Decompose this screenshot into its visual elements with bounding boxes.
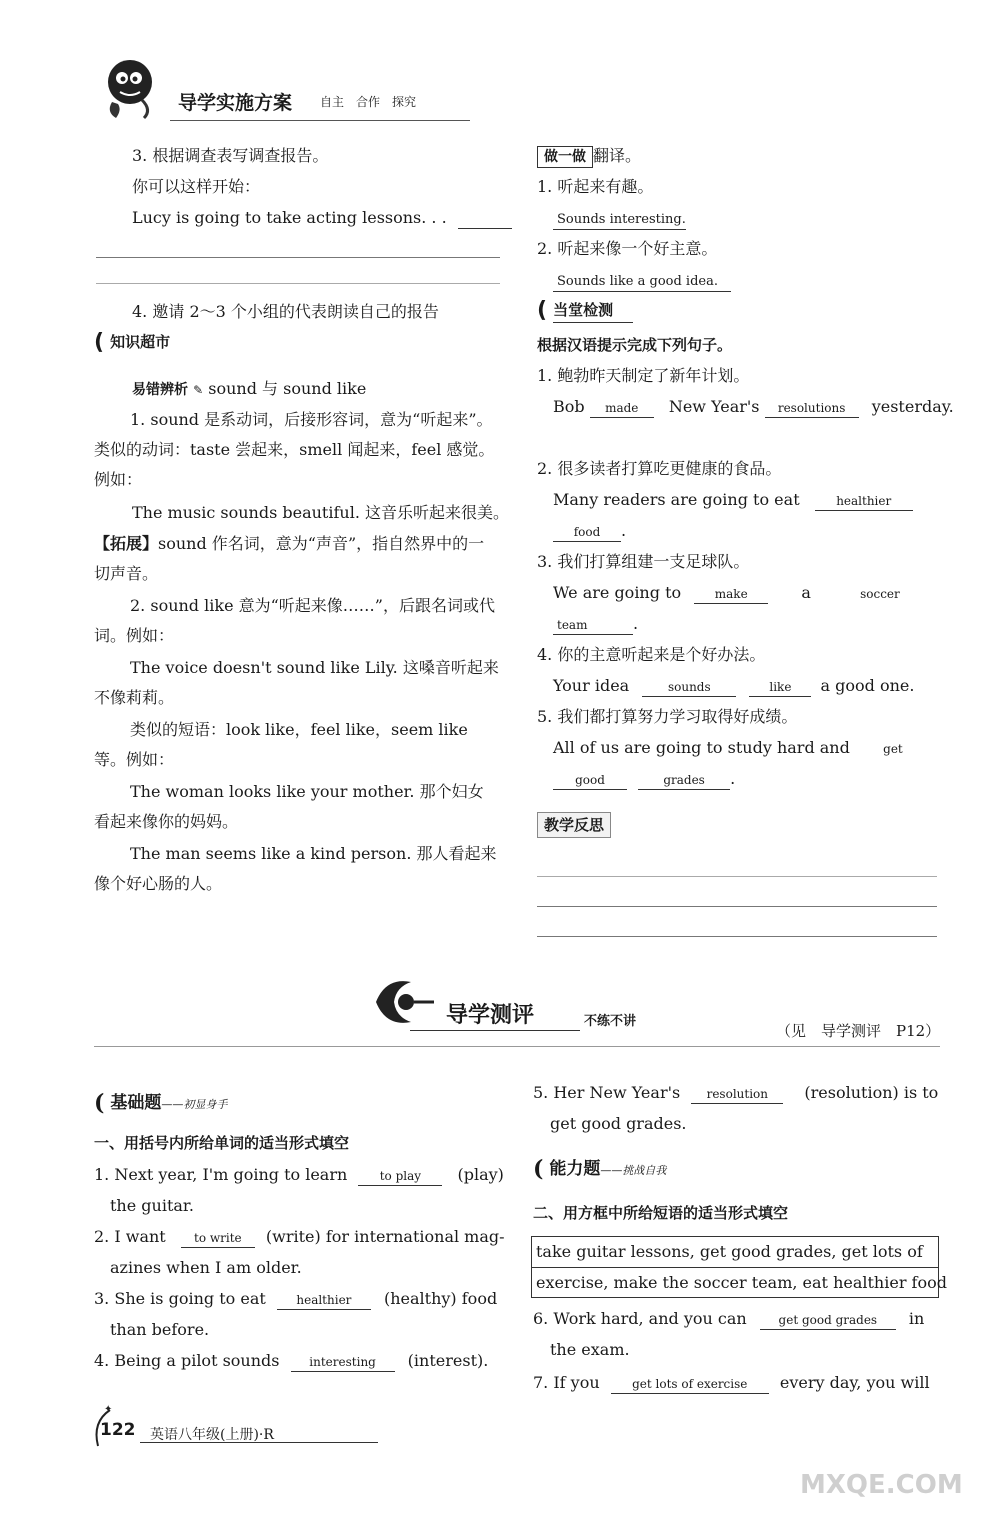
banner-title: 导学测评 — [446, 1003, 535, 1028]
left-example-3: The woman looks like your mother. 那个妇女看起来像你的妈妈。 — [94, 782, 484, 831]
basic-q2-cont: azines when I am older. — [110, 1258, 302, 1277]
right-s1-cn: 1. 鲍勃昨天制定了新年计划。 — [537, 366, 750, 385]
writing-line-1 — [96, 257, 500, 258]
right-doit — [537, 141, 641, 171]
answer-blank: interesting — [291, 1353, 395, 1372]
banner-swirl-icon — [366, 972, 436, 1036]
basic-heading: 一、用括号内所给单词的适当形式填空 — [94, 1134, 350, 1152]
answer-blank: get — [883, 742, 903, 756]
ability-q6-cont: the exam. — [550, 1340, 630, 1359]
right-s5-cn: 5. 我们都打算努力学习取得好成绩。 — [537, 707, 798, 726]
example-sentence: Lucy is going to take acting lessons. . . — [132, 208, 447, 227]
answer-blank: good — [553, 771, 627, 790]
section-knowledge: ( 知识超市 — [94, 330, 171, 355]
answer-blank: healthier — [277, 1291, 371, 1310]
phrase-box-line-1: take guitar lessons, get good grades, get lots of — [532, 1237, 938, 1268]
section-bracket-icon: ( — [94, 1090, 105, 1116]
header-tagline: 自主 合作 探究 — [320, 95, 417, 109]
svg-text:✦: ✦ — [104, 1404, 113, 1415]
answer-blank: food — [553, 523, 621, 542]
section-class-check: ( 当堂检测 — [537, 298, 614, 323]
right-t2-answer — [553, 265, 731, 295]
subsection-confusion — [132, 374, 366, 405]
answer-blank: made — [590, 399, 654, 418]
left-paragraph-2: 2. sound like 意为“听起来像……”，后跟名词或代词。例如： — [94, 596, 495, 645]
answer-blank: resolution — [691, 1085, 783, 1104]
footer-arc-icon — [90, 1402, 140, 1456]
left-example-2: The voice doesn't sound like Lily. 这嗓音听起来不像莉莉。 — [94, 658, 499, 707]
basic-q3: 3. She is going to eat healthier (healthy) food — [94, 1289, 498, 1308]
section-bracket-icon: ( — [533, 1156, 544, 1182]
left-q3: 3. 根据调查表写调查报告。 — [132, 146, 329, 165]
left-paragraph-1: 1. sound 是系动词，后接形容词，意为“听起来”。类似的动词：taste 尝起来，smell 闻起来，feel 感觉。例如： — [94, 410, 495, 489]
basic-q1: 1. Next year, I'm going to learn to play (play) — [94, 1165, 504, 1184]
right-s4-en: Your idea sounds like a good one. — [553, 676, 915, 695]
phrase-box-line-2: exercise, make the soccer team, eat healthier food — [536, 1273, 947, 1292]
extension-label: 【拓展】 — [94, 534, 159, 553]
banner-subtitle: 不练不讲 — [584, 1014, 637, 1029]
answer-blank: to write — [181, 1229, 255, 1248]
pencil-icon: ✎ — [193, 383, 204, 397]
right-instruction: 根据汉语提示完成下列句子。 — [537, 336, 733, 354]
header-rule — [170, 120, 470, 121]
book-title: 英语八年级(上册)·R — [150, 1427, 274, 1443]
right-s3-cn: 3. 我们打算组建一支足球队。 — [537, 552, 750, 571]
header-title: 导学实施方案 — [178, 92, 293, 114]
right-s1-en: Bob made New Year's resolutions yesterday. — [553, 397, 954, 416]
reflection-line-3 — [537, 936, 937, 937]
basic-q2: 2. I want to write (write) for international mag- — [94, 1227, 505, 1246]
answer-blank: make — [694, 585, 768, 604]
ability-label: ( 能力题——挑战自我 — [533, 1156, 667, 1182]
ability-q6: 6. Work hard, and you can get good grades in — [533, 1309, 925, 1328]
basic-q5-cont: get good grades. — [550, 1114, 687, 1133]
writing-line-2 — [96, 283, 500, 284]
answer-blank: healthier — [815, 492, 913, 511]
right-t2: 2. 听起来像一个好主意。 — [537, 239, 718, 258]
right-s5-en-cont: good grades . — [553, 764, 735, 794]
reflection-label: 教学反思 — [537, 812, 611, 838]
banner-bottom-rule — [94, 1046, 940, 1047]
answer-blank: grades — [638, 771, 730, 790]
reflection-line-1 — [537, 876, 937, 877]
basic-q1-cont: the guitar. — [110, 1196, 194, 1215]
left-paragraph-3: 类似的短语：look like，feel like，seem like 等。例如： — [94, 720, 468, 769]
left-q3-start: 你可以这样开始： — [132, 177, 261, 196]
right-s2-en: Many readers are going to eat healthier — [553, 485, 913, 515]
right-t1-answer — [553, 203, 686, 233]
left-extension — [94, 529, 499, 589]
footer-rule — [140, 1442, 378, 1443]
reflection-line-2 — [537, 906, 937, 907]
answer-blank: team — [553, 616, 633, 635]
blank-line — [458, 210, 512, 229]
phrase-box — [531, 1236, 947, 1298]
banner-reference: （见 导学测评 P12） — [776, 1022, 941, 1040]
answer-blank: get good grades — [760, 1311, 896, 1330]
doit-instruction: 翻译。 — [593, 146, 642, 165]
subsection-topic: sound 与 sound like — [208, 379, 367, 398]
answer-blank: sounds — [642, 678, 736, 697]
right-s3-en-cont: team . — [553, 609, 638, 639]
right-t1: 1. 听起来有趣。 — [537, 177, 654, 196]
t1-answer: Sounds interesting. — [553, 211, 686, 230]
answer-blank: like — [749, 678, 811, 697]
t2-answer: Sounds like a good idea. — [553, 273, 731, 292]
mascot-logo — [98, 52, 164, 126]
basic-label: ( 基础题——初显身手 — [94, 1090, 228, 1116]
page-number: 122 — [100, 1420, 136, 1440]
right-s3-en: We are going to make a soccer — [553, 578, 924, 608]
answer-blank: to play — [358, 1167, 442, 1186]
right-s2-cn: 2. 很多读者打算吃更健康的食品。 — [537, 459, 782, 478]
ability-heading: 二、用方框中所给短语的适当形式填空 — [533, 1204, 789, 1222]
watermark: MXQE.COM — [800, 1470, 963, 1500]
subsection-label: 易错辨析 — [132, 382, 188, 398]
doit-label: 做一做 — [537, 146, 593, 168]
right-s4-cn: 4. 你的主意听起来是个好办法。 — [537, 645, 766, 664]
basic-q3-cont: than before. — [110, 1320, 210, 1339]
ability-q7: 7. If you get lots of exercise every day, you will — [533, 1373, 930, 1392]
left-example-1: The music sounds beautiful. 这音乐听起来很美。 — [132, 503, 509, 522]
extension-text: sound 作名词，意为“声音”，指自然界中的一切声音。 — [94, 534, 485, 583]
left-example-4: The man seems like a kind person. 那人看起来像个好心肠的人。 — [94, 844, 497, 893]
left-q4: 4. 邀请 2～3 个小组的代表朗读自己的报告 — [132, 302, 439, 321]
answer-blank: get lots of exercise — [611, 1375, 769, 1394]
basic-q4: 4. Being a pilot sounds interesting (interest). — [94, 1351, 489, 1370]
banner-rule — [410, 1030, 580, 1031]
right-s2-en-cont: food . — [553, 516, 626, 546]
section-bracket-icon: ( — [537, 298, 548, 323]
left-q3-example — [132, 203, 512, 233]
answer-blank: resolutions — [765, 399, 859, 418]
answer-blank: soccer — [860, 587, 900, 601]
right-s5-en: All of us are going to study hard and get — [553, 733, 921, 763]
basic-q5: 5. Her New Year's resolution (resolution) is to — [533, 1083, 939, 1102]
section-bracket-icon: ( — [94, 330, 105, 355]
section-underline — [553, 322, 633, 323]
